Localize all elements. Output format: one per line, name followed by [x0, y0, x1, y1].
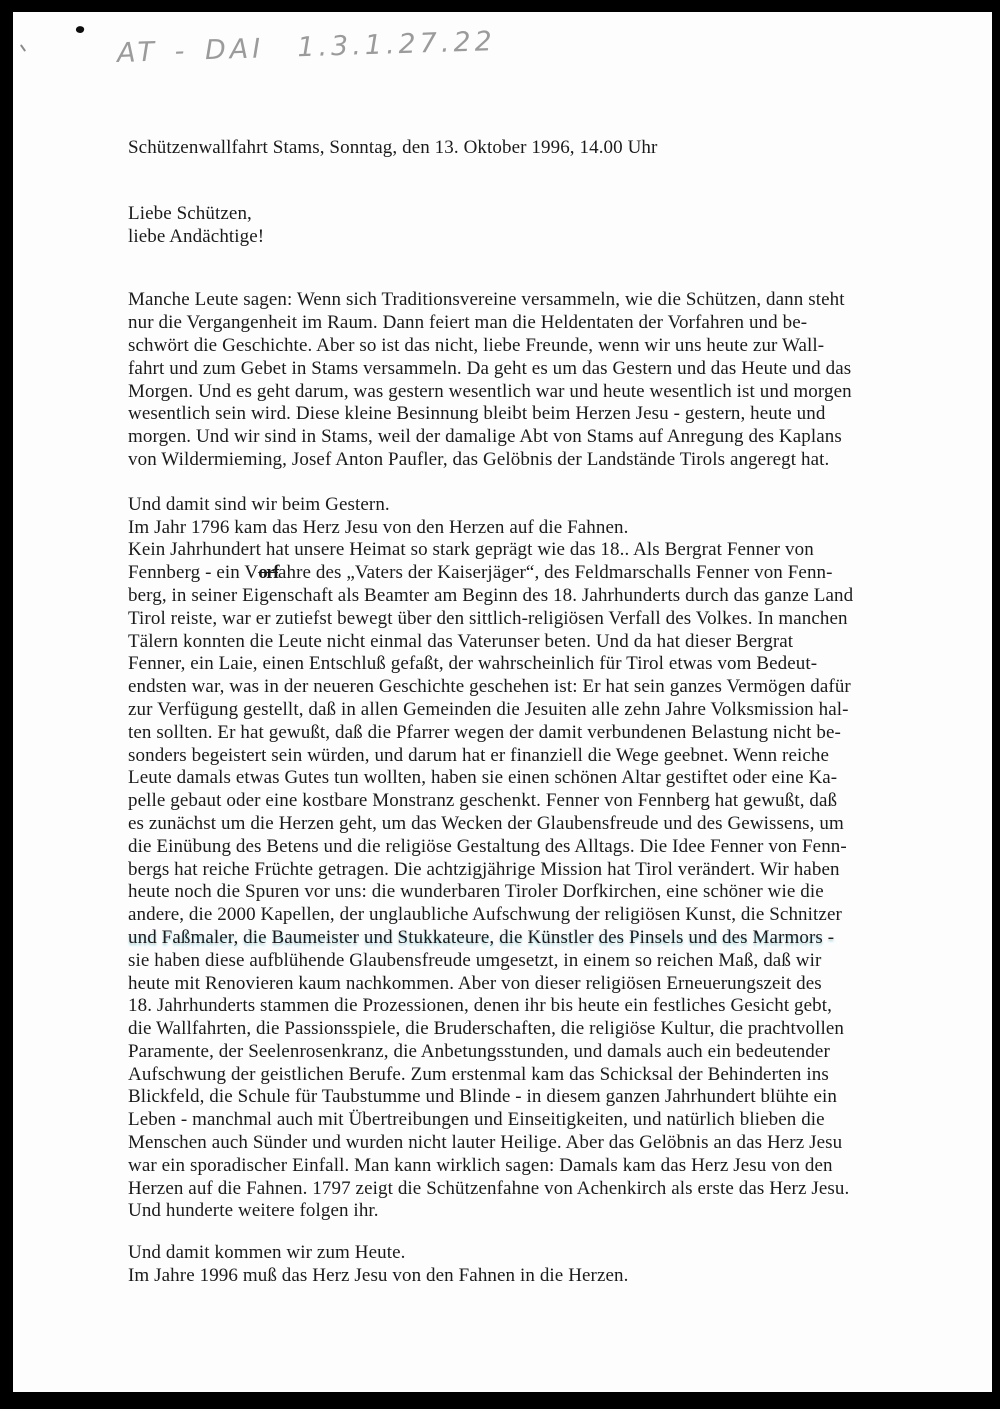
text-line: Tälern konnten die Leute nicht einmal das Vaterunser beten. Und da hat dieser Bergrat	[128, 630, 794, 652]
text-line: pelle gebaut oder eine kostbare Monstranz geschenkt. Fenner von Fennberg hat gewußt, daß	[128, 790, 838, 812]
document-page	[13, 12, 992, 1392]
text-line: schwört die Geschichte. Aber so ist das nicht, liebe Freunde, wenn wir uns heute zur Wall-	[128, 334, 825, 356]
text-line: liebe Andächtige!	[128, 225, 265, 247]
text-line: sonders begeistert sein würden, und darum hat er finanziell die Wege geebnet. Wenn reiche	[128, 744, 830, 766]
salutation	[128, 203, 903, 249]
document-content	[128, 12, 903, 1288]
text-line: andere, die 2000 Kapellen, der unglaubliche Aufschwung der religiösen Kunst, die Schnitzer	[128, 904, 842, 926]
text-line: Und damit kommen wir zum Heute.	[128, 1242, 406, 1264]
text-line: fahrt und zum Gebet in Stams versammeln. Da geht es um das Gestern und das Heute und das	[128, 357, 852, 379]
text-line: Aufschwung der geistlichen Berufe. Zum erstenmal kam das Schicksal der Behinderten ins	[128, 1063, 829, 1085]
document-body	[128, 289, 903, 1287]
text-line: 18. Jahrhunderts stammen die Prozessionen, denen ihr bis heute ein festliches Gesicht gebt,	[128, 995, 833, 1017]
scan-speck	[75, 25, 85, 34]
paragraph	[128, 1242, 903, 1288]
text-line: heute noch die Spuren vor uns: die wunderbaren Tiroler Dorfkirchen, eine schöner wie die	[128, 881, 824, 903]
text-line: Morgen. Und es geht darum, was gestern wesentlich war und heute wesentlich ist und morgen	[128, 380, 852, 402]
text-line: Im Jahr 1796 kam das Herz Jesu von den Herzen auf die Fahnen.	[128, 516, 629, 538]
text-line: zur Verfügung gestellt, daß in allen Gemeinden die Jesuiten alle zehn Jahre Volksmission hal-	[128, 698, 849, 720]
text-line: die Einübung des Betens und die religiöse Gestaltung des Alltags. Die Idee Fenner von Fenn-	[128, 835, 847, 857]
text-line: bergs hat reiche Früchte getragen. Die achtzigjährige Mission hat Tirol verändert. Wir haben	[128, 858, 840, 880]
scan-mark	[20, 44, 26, 52]
text-line: Fenner, ein Laie, einen Entschluß gefaßt, der wahrscheinlich für Tirol etwas vom Bedeut-	[128, 653, 818, 675]
archive-signature-handwritten: AT - DAI 1.3.1.27.22	[116, 26, 497, 69]
text-line: Menschen auch Sünder und wurden nicht lauter Heilige. Aber das Gelöbnis an das Herz Jesu	[128, 1132, 843, 1154]
text-line: Und damit sind wir beim Gestern.	[128, 493, 390, 515]
text-line: es zunächst um die Herzen geht, um das Wecken der Glaubensfreude und des Gewissens, um	[128, 812, 844, 834]
text-line: die Wallfahrten, die Passionsspiele, die Bruderschaften, die religiöse Kultur, die prachtvollen	[128, 1018, 844, 1040]
text-line: endsten war, was in der neueren Geschichte geschehen ist: Er hat sein ganzes Vermögen dafür	[128, 676, 851, 698]
text-line: Und hunderte weitere folgen ihr.	[128, 1200, 379, 1222]
text-line: Leute damals etwas Gutes tun wollten, haben sie einen schönen Altar gestiftet oder eine Ka-	[128, 767, 838, 789]
overtyped-text: orf	[258, 562, 278, 584]
text-line: Blickfeld, die Schule für Taubstumme und Blinde - in diesem ganzen Jahrhundert blühte ein	[128, 1086, 837, 1108]
text-line: nur die Vergangenheit im Raum. Dann feiert man die Heldentaten der Vorfahren und be-	[128, 312, 808, 334]
text-line: morgen. Und wir sind in Stams, weil der damalige Abt von Stams auf Anregung des Kaplans	[128, 426, 842, 448]
text-line: Fennberg - ein Vorfahre des „Vaters der Kaiserjäger“, des Feldmarschalls Fenner von Fenn-	[128, 562, 833, 584]
text-line: Leben - manchmal auch mit Übertreibungen und Einseitigkeiten, und natürlich blieben die	[128, 1109, 825, 1131]
text-line: Kein Jahrhundert hat unsere Heimat so stark geprägt wie das 18.. Als Bergrat Fenner von	[128, 539, 814, 561]
text-line: wesentlich sein wird. Diese kleine Besinnung bleibt beim Herzen Jesu - gestern, heute und	[128, 403, 826, 425]
text-line: von Wildermieming, Josef Anton Paufler, das Gelöbnis der Landstände Tirols angeregt hat.	[128, 448, 830, 470]
text-line: heute mit Renovieren kaum nachkommen. Aber von dieser religiösen Erneuerungszeit des	[128, 972, 822, 994]
text-line: Paramente, der Seelenrosenkranz, die Anbetungsstunden, und damals auch ein bedeutender	[128, 1040, 830, 1062]
paragraph	[128, 494, 903, 1224]
text-line: ten sollten. Er hat gewußt, daß die Pfarrer wegen der damit verbundenen Belastung nicht be-	[128, 721, 841, 743]
text-line: Liebe Schützen,	[128, 202, 252, 224]
text-line: berg, in seiner Eigenschaft als Beamter am Beginn des 18. Jahrhunderts durch das ganze Land	[128, 584, 854, 606]
text-line: Manche Leute sagen: Wenn sich Traditionsvereine versammeln, wie die Schützen, dann steht	[128, 289, 845, 311]
document-title: Schützenwallfahrt Stams, Sonntag, den 13. Oktober 1996, 14.00 Uhr	[128, 137, 658, 158]
text-line: sie haben diese aufblühende Glaubensfreude umgesetzt, in einem so reichen Maß, daß wir	[128, 949, 822, 971]
paragraph	[128, 289, 903, 471]
text-line: war ein sporadischer Einfall. Man kann wirklich sagen: Damals kam das Herz Jesu von den	[128, 1154, 833, 1176]
text-line: Herzen auf die Fahnen. 1797 zeigt die Schützenfahne von Achenkirch als erste das Herz Jesu.	[128, 1177, 850, 1199]
text-line: Im Jahre 1996 muß das Herz Jesu von den Fahnen in die Herzen.	[128, 1265, 629, 1287]
text-line: Tirol reiste, war er zutiefst bewegt über den sittlich-religiösen Verfall des Volkes. In manchen	[128, 607, 848, 629]
text-line: und Faßmaler, die Baumeister und Stukkateure, die Künstler des Pinsels und des Marmors -	[128, 926, 835, 948]
